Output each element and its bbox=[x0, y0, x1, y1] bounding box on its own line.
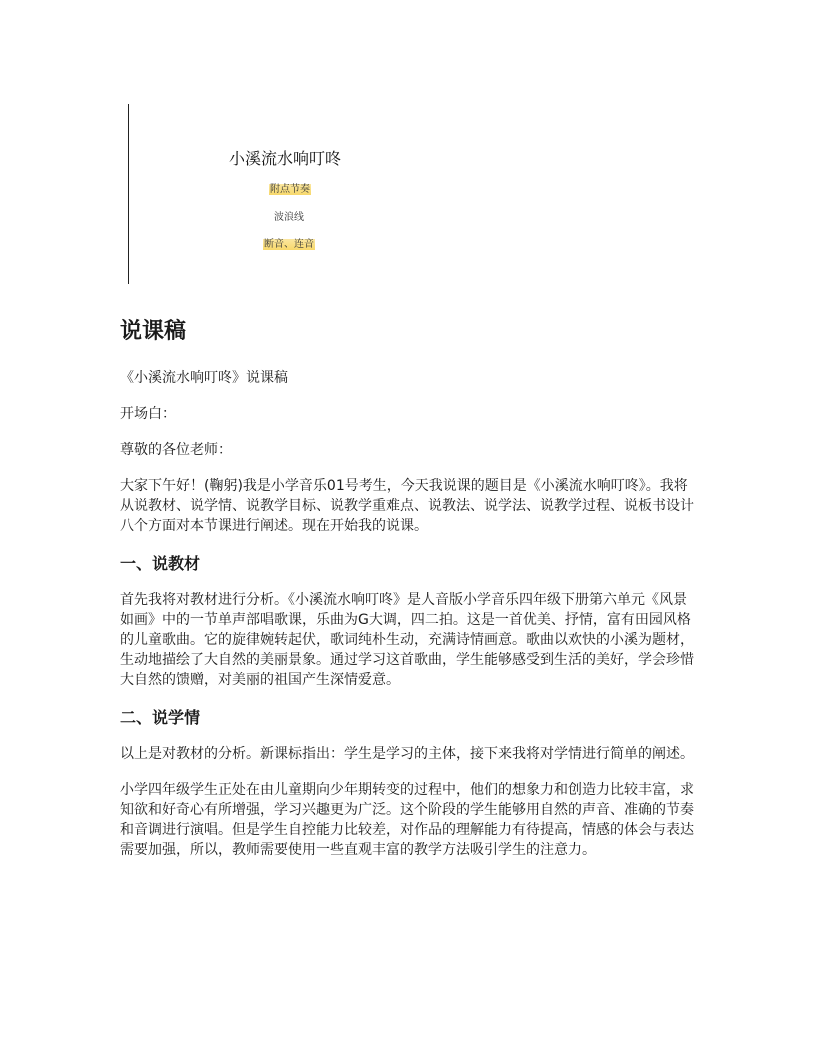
greeting: 尊敬的各位老师： bbox=[120, 442, 232, 458]
board-divider-line bbox=[128, 104, 129, 284]
opening-label: 开场白： bbox=[120, 406, 176, 422]
board-item: 附点节奏 bbox=[270, 184, 310, 195]
subtitle: 《小溪流水响叮咚》说课稿 bbox=[120, 370, 288, 386]
board-item: 断音、连音 bbox=[264, 239, 314, 250]
section-heading: 一、说教材 bbox=[120, 554, 201, 573]
paragraph: 以上是对教材的分析。新课标指出：学生是学习的主体，接下来我将对学情进行简单的阐述。 bbox=[120, 746, 694, 762]
document-title: 说课稿 bbox=[120, 319, 187, 344]
paragraph: 首先我将对教材进行分析。《小溪流水响叮咚》是人音版小学音乐四年级下册第六单元《风景如画》中的一节单声部唱歌课，乐曲为G大调，四二拍。这是一首优美、抒情，富有田园风格的儿童歌曲。它的旋律婉转起伏，歌词纯朴生动，充满诗情画意。歌曲以欢快的小溪为题材，生动地描绘了大自然的美丽景象。通过学习这首歌曲，学生能够感受到生活的美好，学会珍惜大自然的馈赠，对美丽的祖国产生深情爱意。 bbox=[120, 592, 694, 688]
board-title: 小溪流水响叮咚 bbox=[229, 149, 342, 168]
section-heading: 二、说学情 bbox=[120, 708, 201, 727]
intro-paragraph: 大家下午好！(鞠躬)我是小学音乐01号考生，今天我说课的题目是《小溪流水响叮咚》。我将从说教材、说学情、说教学目标、说教学重难点、说教法、说学法、说教学过程、说板书设计八个方面对本节课进行阐述。现在开始我的说课。 bbox=[120, 478, 694, 534]
paragraph: 小学四年级学生正处在由儿童期向少年期转变的过程中，他们的想象力和创造力比较丰富，求知欲和好奇心有所增强，学习兴趣更为广泛。这个阶段的学生能够用自然的声音、准确的节奏和音调进行演唱。但是学生自控能力比较差，对作品的理解能力有待提高，情感的体会与表达需要加强，所以，教师需要使用一些直观丰富的教学方法吸引学生的注意力。 bbox=[120, 782, 694, 858]
board-item: 波浪线 bbox=[274, 212, 304, 223]
document-body bbox=[120, 318, 700, 876]
